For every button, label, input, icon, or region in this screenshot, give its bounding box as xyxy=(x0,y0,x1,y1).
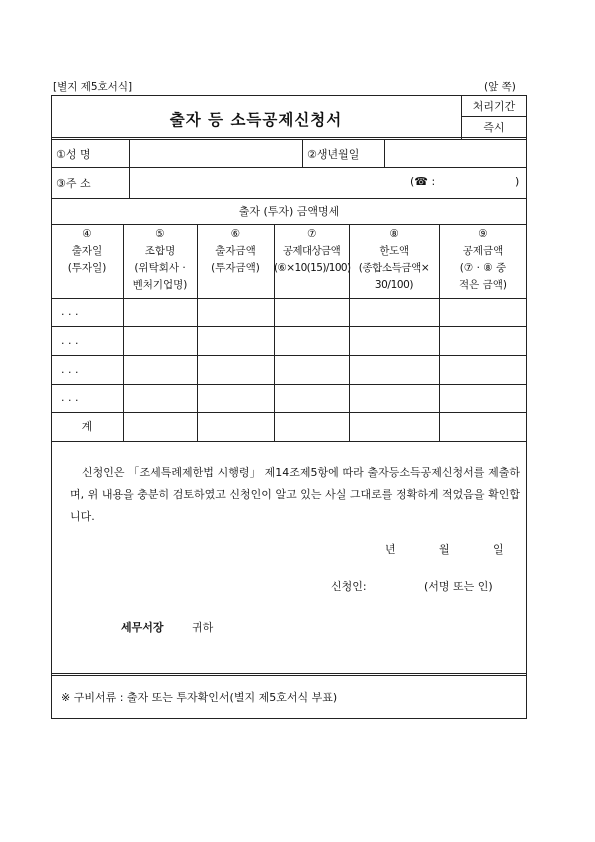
divider xyxy=(51,167,527,168)
required-documents-note: ※ 구비서류 : 출자 또는 투자확인서(별지 제5호서식 부표) xyxy=(61,691,338,704)
divider xyxy=(349,224,350,441)
divider xyxy=(51,384,527,385)
total-row-label: 계 xyxy=(81,420,93,433)
form-number: [별지 제5호서식] xyxy=(53,81,133,93)
recipient-office: 세무서장 xyxy=(121,621,164,634)
statement-text: 신청인은 「조세특례제한법 시행령」 제14조제5항에 따라 출자등소득공제신청서를 제출하며, 위 내용을 충분히 검토하였고 신청인이 알고 있는 사실 그대로를 정확하게 적었음을 확인합니다. xyxy=(70,466,520,523)
form-title: 출자 등 소득공제신청서 xyxy=(169,111,343,129)
divider xyxy=(129,139,130,198)
processing-period-value: 즉시 xyxy=(483,121,505,134)
divider xyxy=(51,412,527,413)
date-year: 년 xyxy=(385,543,396,556)
divider xyxy=(123,224,124,441)
table-row-date[interactable]: . . . xyxy=(61,363,79,376)
divider xyxy=(51,441,527,442)
column-header-limit: ⑧ 한도액 (종합소득금액× 30/100) xyxy=(358,228,430,291)
date-month: 월 xyxy=(439,543,450,556)
column-header-investment-amount: ⑥ 출자금액 (투자금액) xyxy=(211,228,260,274)
divider xyxy=(197,224,198,441)
divider xyxy=(51,673,527,676)
divider xyxy=(51,355,527,356)
date-day: 일 xyxy=(493,543,504,556)
divider xyxy=(51,298,527,299)
table-row-date[interactable]: . . . xyxy=(61,391,79,404)
phone-label: (☎ : xyxy=(410,175,436,188)
divider xyxy=(439,224,440,441)
column-header-fund-name: ⑤ 조합명 (위탁회사 · 벤처기업명) xyxy=(132,228,188,291)
column-header-date: ④ 출자일 (투자일) xyxy=(67,228,107,274)
page-side-label: (앞 쪽) xyxy=(484,81,516,93)
divider xyxy=(461,116,527,117)
name-label: ①성 명 xyxy=(56,148,91,161)
recipient-honorific: 귀하 xyxy=(192,621,214,634)
signature-note: (서명 또는 인) xyxy=(424,580,493,593)
divider xyxy=(384,139,385,167)
processing-period-label: 처리기간 xyxy=(472,100,516,113)
column-header-deductible-amount: ⑦ 공제대상금액 (⑥×10(15)/100) xyxy=(274,228,351,274)
column-header-deduction-amount: ⑨ 공제금액 (⑦ · ⑧ 중 적은 금액) xyxy=(458,228,507,291)
divider xyxy=(51,198,527,199)
detail-section-title: 출자 (투자) 금액명세 xyxy=(238,205,340,218)
birthdate-label: ②생년월일 xyxy=(307,148,360,161)
table-row-date[interactable]: . . . xyxy=(61,334,79,347)
table-row-date[interactable]: . . . xyxy=(61,305,79,318)
divider xyxy=(274,224,275,441)
divider xyxy=(51,326,527,327)
divider xyxy=(302,139,303,167)
address-label: ③주 소 xyxy=(56,177,91,190)
applicant-signature-label: 신청인: xyxy=(331,580,367,593)
divider xyxy=(51,137,527,140)
phone-close: ) xyxy=(515,175,520,188)
